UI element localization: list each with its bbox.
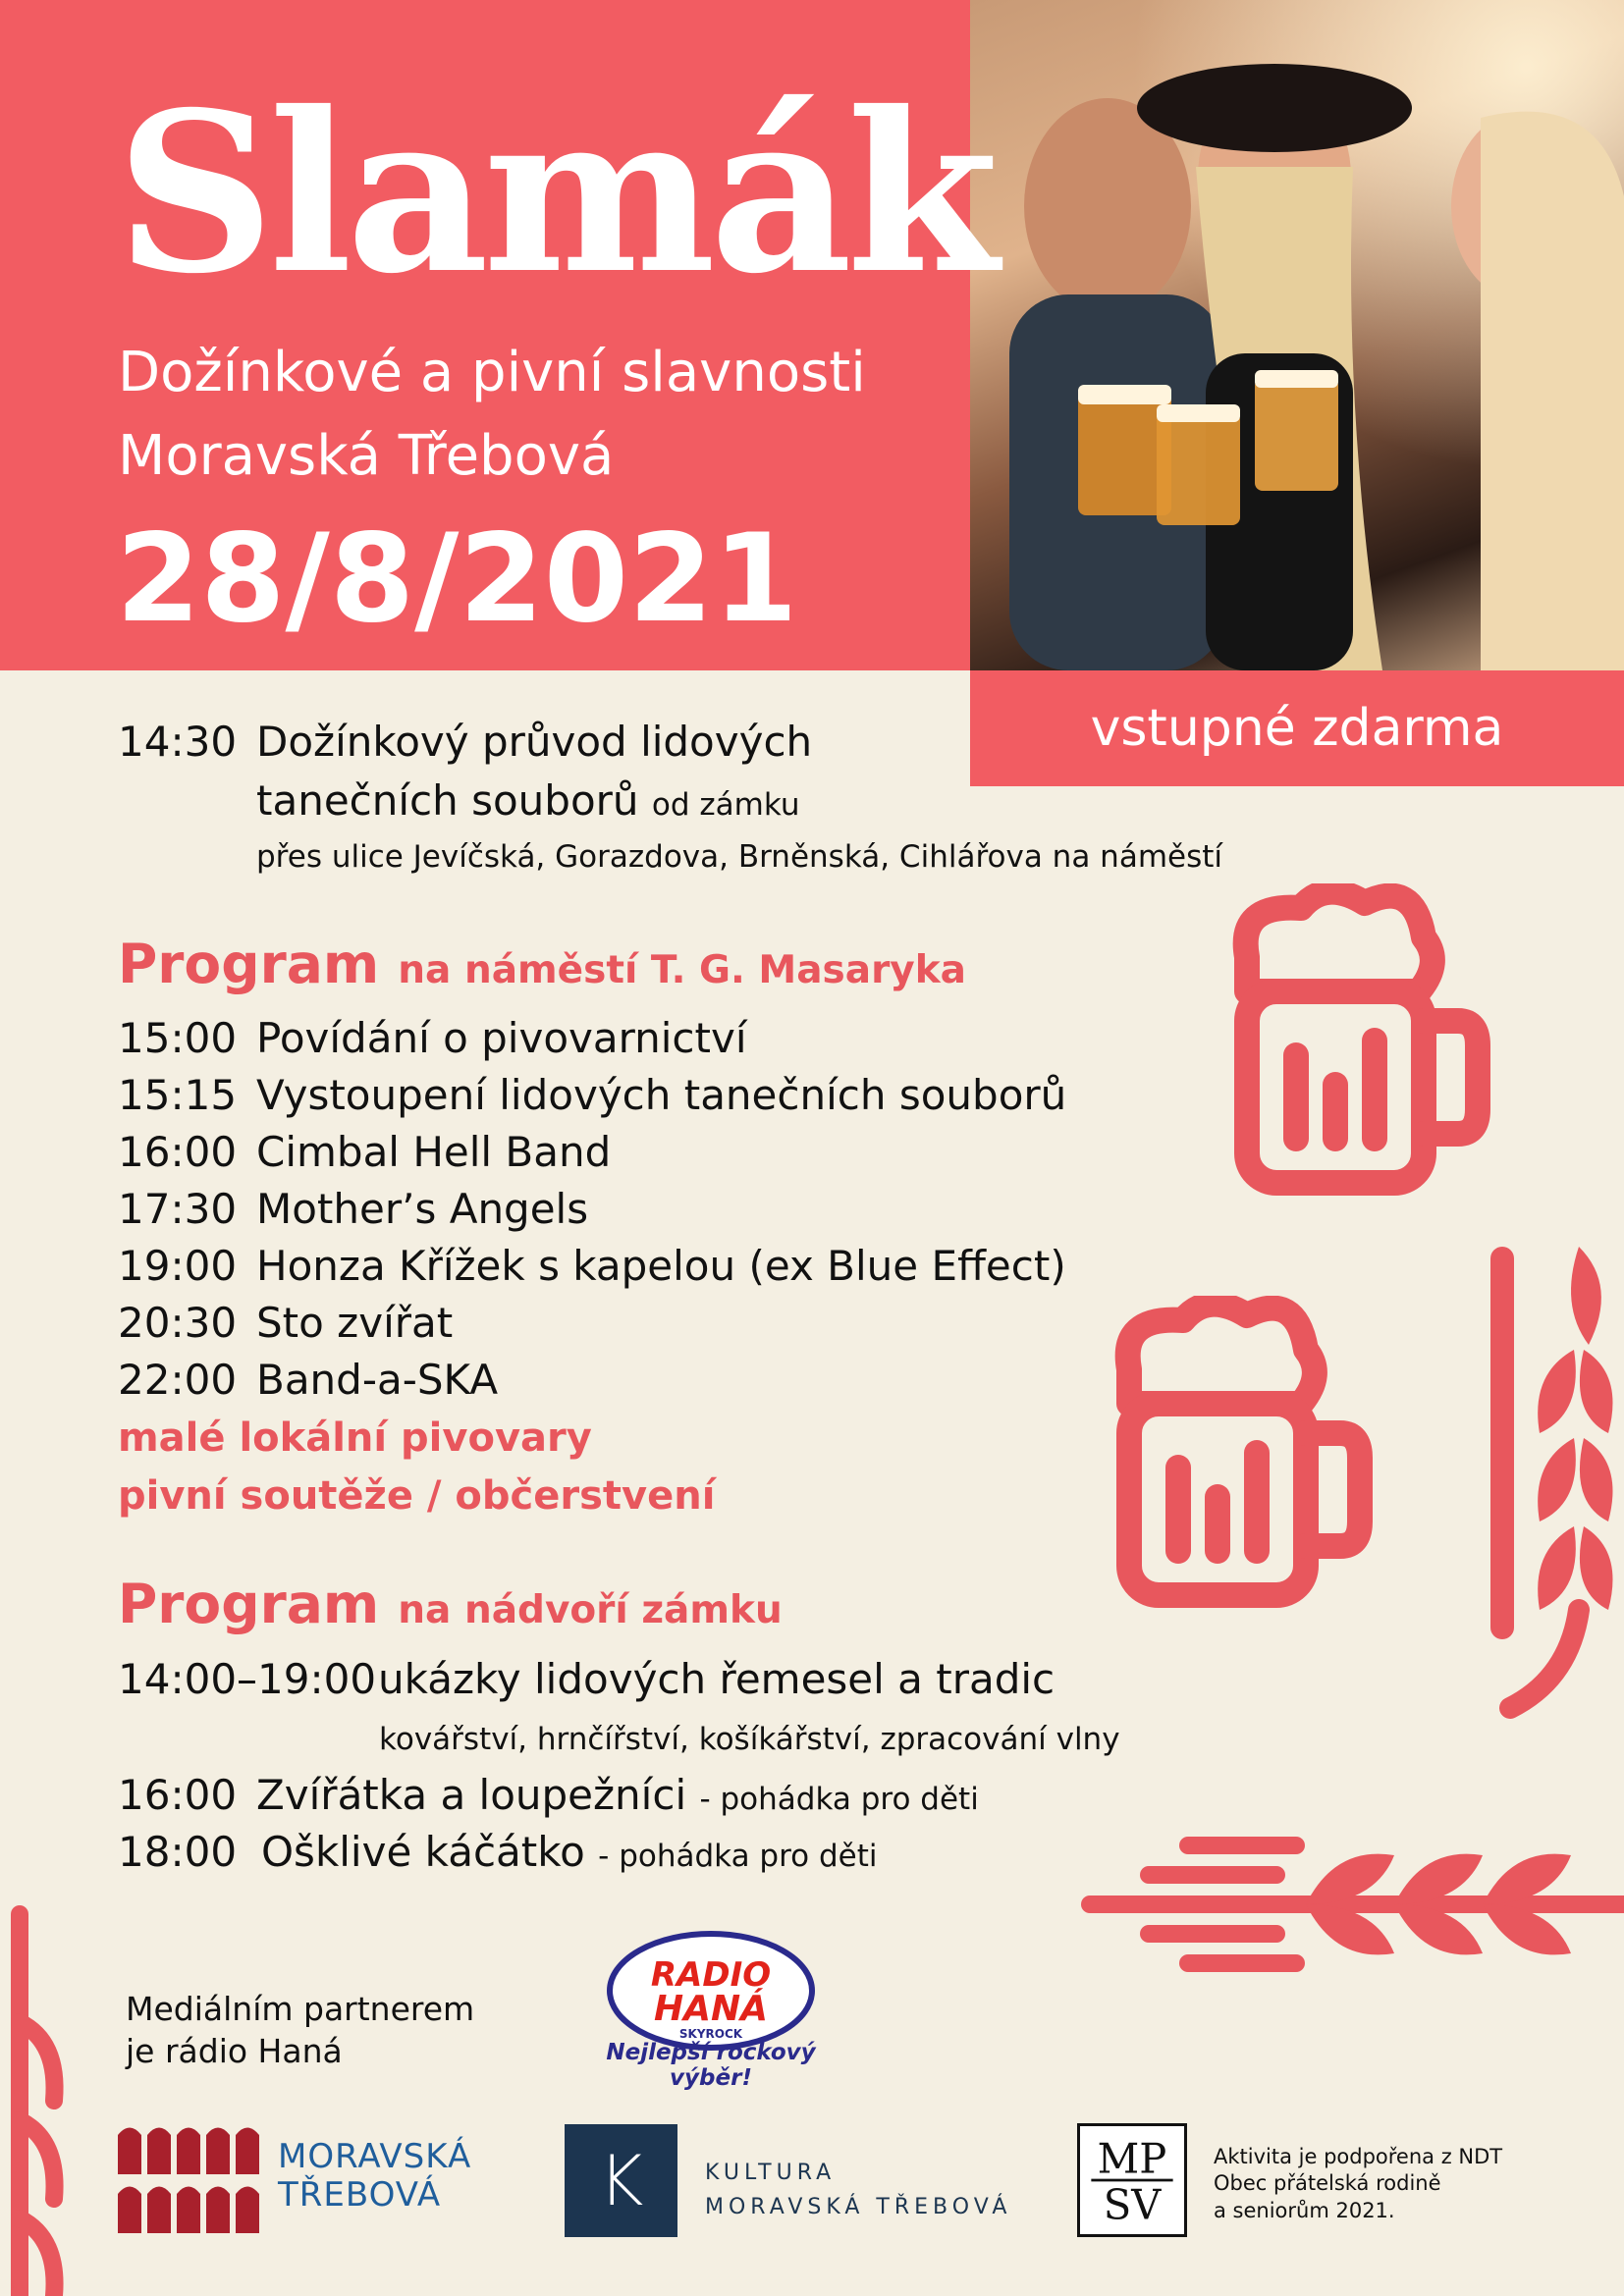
program1-item	[118, 1014, 1100, 1062]
moravska-trebova-logo-mark	[118, 2120, 265, 2238]
radio-logo-text-sub: SKYROCK	[678, 2027, 743, 2041]
program1-item-name: Cimbal Hell Band	[256, 1128, 612, 1176]
program1-item-time: 19:00	[118, 1242, 238, 1290]
wheat-ear-icon	[1490, 1237, 1624, 1728]
mt-logo-line1: MORAVSKÁ	[278, 2137, 472, 2176]
event-title: Slamák	[116, 64, 994, 322]
program2-item-note: - pohádka pro děti	[699, 1782, 979, 1817]
kultura-logo-text	[705, 2156, 1011, 2224]
mpsv-logo-top: MP	[1097, 2134, 1167, 2183]
radio-slogan: Nejlepší rockový výběr!	[606, 2040, 816, 2091]
program1-item-time: 22:00	[118, 1356, 238, 1404]
beer-mug-icon	[1100, 1296, 1375, 1610]
hero-photo	[970, 0, 1624, 670]
program1-item	[118, 1299, 1100, 1347]
program2-item-time: 16:00	[118, 1771, 238, 1819]
procession-title-line2: tanečních souborů	[256, 776, 639, 825]
beer-mug-icon	[1218, 883, 1492, 1198]
wheat-ear-horizontal-icon	[1080, 1826, 1624, 1983]
program1-item-name: Mother’s Angels	[256, 1185, 589, 1233]
program1-highlight-breweries: malé lokální pivovary	[118, 1415, 592, 1461]
support-line2: Obec přátelská rodině	[1214, 2171, 1441, 2196]
mpsv-logo-bottom: SV	[1103, 2180, 1162, 2229]
program1-item	[118, 1128, 1100, 1176]
kultura-line1: KULTURA	[705, 2161, 837, 2185]
program1-heading	[118, 933, 966, 995]
media-partner-line2: je rádio Haná	[126, 2031, 343, 2070]
program1-item-time: 20:30	[118, 1299, 238, 1347]
kultura-logo-mark: K	[565, 2124, 677, 2237]
program1-item-name: Vystoupení lidových tanečních souborů	[256, 1071, 1067, 1119]
wheat-ear-edge-icon	[0, 1904, 69, 2296]
media-partner-text	[126, 1989, 474, 2073]
procession-title-line1: Dožínkový průvod lidových	[256, 718, 813, 766]
support-line3: a seniorům 2021.	[1214, 2198, 1395, 2222]
program2-item	[118, 1828, 1100, 1876]
moravska-trebova-logo-text	[278, 2138, 471, 2215]
program1-heading-label: Program	[118, 933, 380, 995]
program2-item-title	[261, 1828, 878, 1876]
program1-item	[118, 1071, 1100, 1119]
procession-from: od zámku	[651, 787, 800, 823]
program1-item-name: Band-a-SKA	[256, 1356, 499, 1404]
program1-highlight-contests: pivní soutěže / občerstvení	[118, 1473, 716, 1519]
procession-title-line2-row	[256, 776, 800, 825]
media-partner-line1: Mediálním partnerem	[126, 1990, 475, 2028]
radio-logo-text-main: HANÁ	[654, 1989, 768, 2029]
event-town: Moravská Třebová	[118, 424, 615, 488]
support-note	[1214, 2144, 1502, 2224]
program1-item	[118, 1356, 1100, 1404]
program2-item	[118, 1655, 1100, 1703]
program1-item-time: 15:15	[118, 1071, 238, 1119]
mt-logo-line2: TŘEBOVÁ	[278, 2175, 442, 2216]
program1-item-time: 15:00	[118, 1014, 238, 1062]
radio-logo-text-top: RADIO	[650, 1955, 772, 1995]
program1-item	[118, 1242, 1100, 1290]
program2-item-name: Ošklivé káčátko	[261, 1828, 585, 1876]
program1-item	[118, 1185, 1100, 1233]
program2-item	[118, 1771, 1100, 1819]
program1-item-time: 17:30	[118, 1185, 238, 1233]
event-date: 28/8/2021	[116, 508, 798, 650]
event-subtitle: Dožínkové a pivní slavnosti	[118, 341, 866, 404]
mpsv-logo	[1077, 2123, 1187, 2237]
program2-item-name: ukázky lidových řemesel a tradic	[378, 1655, 1056, 1703]
program2-heading-label: Program	[118, 1573, 380, 1635]
procession-time: 14:30	[118, 718, 238, 766]
program2-item-time: 14:00–19:00	[118, 1655, 377, 1703]
program2-heading	[118, 1573, 783, 1635]
program1-location: na náměstí T. G. Masaryka	[398, 948, 966, 992]
support-line1: Aktivita je podpořena z NDT	[1214, 2145, 1503, 2168]
program2-location: na nádvoří zámku	[398, 1588, 783, 1632]
hero-photo-illustration	[970, 0, 1624, 670]
program2-item-note: kovářství, hrnčířství, košíkářství, zpracování vlny	[379, 1722, 1120, 1757]
program1-item-name: Povídání o pivovarnictví	[256, 1014, 747, 1062]
program2-item-time: 18:00	[118, 1828, 238, 1876]
kultura-line2: MORAVSKÁ TŘEBOVÁ	[705, 2195, 1012, 2220]
free-entry-badge: vstupné zdarma	[970, 670, 1624, 786]
program1-item-name: Honza Křížek s kapelou (ex Blue Effect)	[256, 1242, 1066, 1290]
procession-row	[118, 718, 903, 766]
program1-item-time: 16:00	[118, 1128, 238, 1176]
program1-item-name: Sto zvířat	[256, 1299, 454, 1347]
program2-item-name: Zvířátka a loupežníci	[256, 1771, 687, 1819]
procession-route: přes ulice Jevíčská, Gorazdova, Brněnská, Cihlářova na náměstí	[256, 839, 1223, 875]
program2-item-title	[256, 1771, 979, 1819]
program2-item-note: - pohádka pro děti	[598, 1839, 878, 1874]
